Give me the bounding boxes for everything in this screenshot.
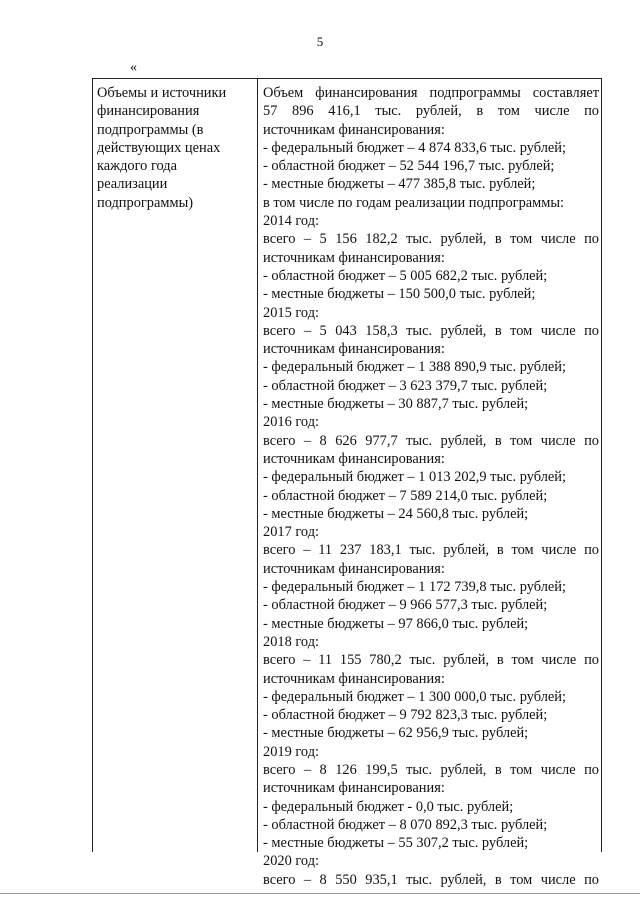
content-line: - федеральный бюджет – 1 388 890,9 тыс. рублей; <box>263 359 566 376</box>
content-line: источникам финансирования: <box>263 670 445 687</box>
content-line: всего – 5 043 158,3 тыс. рублей, в том числе по <box>263 322 599 339</box>
content-line: - федеральный бюджет – 1 300 000,0 тыс. рублей; <box>263 688 566 705</box>
content-line: - местные бюджеты – 97 866,0 тыс. рублей; <box>263 615 529 632</box>
page-number: 5 <box>316 34 324 49</box>
content-line: - областной бюджет – 8 070 892,3 тыс. рублей; <box>263 816 548 833</box>
content-line: - местные бюджеты – 55 307,2 тыс. рублей; <box>263 835 529 852</box>
content-line: - федеральный бюджет – 1 172 739,8 тыс. рублей; <box>263 579 566 596</box>
content-line: - федеральный бюджет – 4 874 833,6 тыс. рублей; <box>263 139 566 156</box>
column-divider <box>257 79 258 852</box>
content-line: 2014 год: <box>263 213 320 230</box>
content-line: 2017 год: <box>263 524 320 541</box>
content-line: источникам финансирования: <box>263 450 445 467</box>
page-bottom-rule <box>0 893 640 894</box>
content-line: всего – 8 550 935,1 тыс. рублей, в том числе по <box>263 871 599 888</box>
content-line: Объем финансирования подпрограммы составляет <box>263 85 599 101</box>
content-line: источникам финансирования: <box>263 121 445 138</box>
content-line: - местные бюджеты – 30 887,7 тыс. рублей; <box>263 396 529 413</box>
content-line: всего – 5 156 182,2 тыс. рублей, в том числе по <box>263 231 599 248</box>
content-line: - областной бюджет – 5 005 682,2 тыс. рублей; <box>263 267 548 284</box>
content-line: - областной бюджет – 7 589 214,0 тыс. рублей; <box>263 487 548 504</box>
content-line: источникам финансирования: <box>263 560 445 577</box>
table-label-cell: Объемы и источники финансирования подпрограммы (в действующих ценах каждого года реализации подпрограммы) <box>97 85 227 211</box>
content-line: - местные бюджеты – 150 500,0 тыс. рублей; <box>263 286 536 303</box>
content-line: - областной бюджет – 3 623 379,7 тыс. рублей; <box>263 377 548 394</box>
content-line: всего – 8 626 977,7 тыс. рублей, в том числе по <box>263 432 599 449</box>
content-line: 2015 год: <box>263 304 320 321</box>
content-line: источникам финансирования: <box>263 780 445 797</box>
content-line: 2016 год: <box>263 414 320 431</box>
content-line: в том числе по годам реализации подпрограммы: <box>263 194 565 211</box>
content-line: - местные бюджеты – 62 956,9 тыс. рублей; <box>263 725 529 742</box>
content-line: 57 896 416,1 тыс. рублей, в том числе по <box>263 103 599 120</box>
content-line: 2019 год: <box>263 743 320 760</box>
content-line: источникам финансирования: <box>263 341 445 358</box>
content-line: 2018 год: <box>263 633 320 650</box>
content-line: - областной бюджет – 9 792 823,3 тыс. рублей; <box>263 707 548 724</box>
content-line: всего – 11 237 183,1 тыс. рублей, в том числе по <box>263 542 599 559</box>
funding-table <box>92 78 602 888</box>
content-line: всего – 11 155 780,2 тыс. рублей, в том числе по <box>263 652 599 669</box>
table-content-cell <box>263 84 599 889</box>
opening-quote: « <box>130 60 137 75</box>
content-line: - федеральный бюджет - 0,0 тыс. рублей; <box>263 798 514 815</box>
content-line: источникам финансирования: <box>263 249 445 266</box>
content-line: - местные бюджеты – 24 560,8 тыс. рублей; <box>263 505 529 522</box>
content-line: - федеральный бюджет – 1 013 202,9 тыс. рублей; <box>263 469 566 486</box>
content-line: - областной бюджет – 9 966 577,3 тыс. рублей; <box>263 597 548 614</box>
content-line: 2020 год: <box>263 853 320 870</box>
content-line: - областной бюджет – 52 544 196,7 тыс. рублей; <box>263 158 555 175</box>
content-line: всего – 8 126 199,5 тыс. рублей, в том числе по <box>263 761 599 778</box>
content-line: - местные бюджеты – 477 385,8 тыс. рублей; <box>263 176 536 193</box>
